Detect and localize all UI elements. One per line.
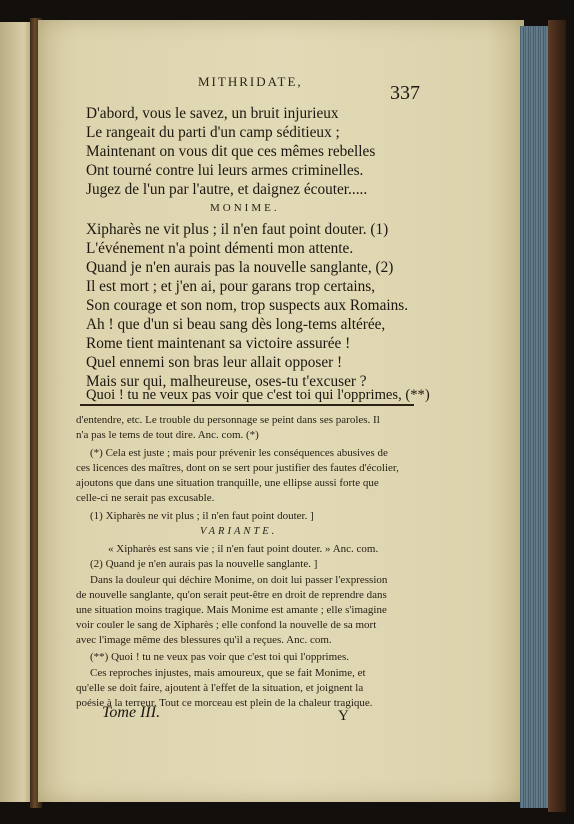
- footnote-line: (1) Xipharès ne vit plus ; il n'en faut point douter. ]: [90, 510, 314, 522]
- footnote-line: (*) Cela est juste ; mais pour prévenir les conséquences abusives de: [90, 447, 388, 459]
- running-head: MITHRIDATE,: [198, 74, 303, 89]
- footnote-line: avec l'image même des blessures qu'il a reçues. Anc. com.: [76, 634, 332, 646]
- verse-line: Mais sur qui, malheureuse, oses-tu t'excuser ?: [86, 373, 367, 390]
- facing-page-edge: [0, 22, 34, 802]
- footnote-line: « Xipharès est sans vie ; il n'en faut point douter. » Anc. com.: [108, 543, 379, 555]
- signature-mark: Y: [338, 708, 349, 724]
- verse-line: Son courage et son nom, trop suspects aux Romains.: [86, 297, 409, 314]
- verse-line: Xipharès ne vit plus ; il n'en faut point douter. (1): [86, 221, 389, 238]
- footnote-line: ajoutons que dans une situation tranquille, une ellipse aussi forte que: [76, 477, 379, 489]
- verse-line: Le rangeait du parti d'un camp séditieux ;: [86, 124, 340, 141]
- verse-line: Quel ennemi son bras leur allait opposer !: [86, 354, 343, 371]
- footnote-line: celle-ci ne serait pas excusable.: [76, 492, 215, 504]
- footnote-line: Dans la douleur qui déchire Monime, on doit lui passer l'expression: [90, 574, 388, 586]
- footnote-line: Ces reproches injustes, mais amoureux, que se fait Monime, et: [90, 667, 366, 679]
- verse-line: Quand je n'en aurais pas la nouvelle sanglante, (2): [86, 259, 394, 276]
- volume-label: Tome III.: [102, 704, 161, 721]
- footnote-line: n'a pas le tems de tout dire. Anc. com. (*): [76, 429, 259, 441]
- verse-line: Maintenant on vous dit que ces mêmes rebelles: [86, 143, 376, 160]
- verse-line: D'abord, vous le savez, un bruit injurieux: [86, 105, 339, 122]
- verse-line: Rome tient maintenant sa victoire assurée !: [86, 335, 351, 352]
- footnote-line: voir couler le sang de Xipharès ; elle confond la nouvelle de sa mort: [76, 619, 377, 631]
- footnote-rule: [80, 404, 414, 406]
- book-cover-edge: [548, 20, 566, 812]
- variant-heading: VARIANTE.: [200, 526, 278, 537]
- verse-line: L'événement n'a point démenti mon attente.: [86, 240, 354, 257]
- footnote-line: une situation moins tragique. Mais Monime est amante ; elle s'imagine: [76, 604, 387, 616]
- verse-line: Jugez de l'un par l'autre, et daignez écouter.....: [86, 181, 368, 198]
- footnote-line: ces licences des maîtres, dont on se sert pour justifier des fautes d'écolier,: [76, 462, 399, 474]
- verse-line: Quoi ! tu ne veux pas voir que c'est toi qui l'opprimes, (**): [86, 387, 430, 403]
- footnote-line: de nouvelle sanglante, qu'on serait peut-être en droit de reprendre dans: [76, 589, 387, 601]
- footnote-line: d'entendre, etc. Le trouble du personnage se peint dans ses paroles. Il: [76, 414, 380, 426]
- footnote-line: (2) Quand je n'en aurais pas la nouvelle sanglante. ]: [90, 558, 318, 570]
- footnote-line: qu'elle se doit faire, ajoutent à l'effet de la situation, et joignent la: [76, 682, 364, 694]
- verse-line: Il est mort ; et j'en ai, pour garans trop certains,: [86, 278, 376, 295]
- verse-line: Ah ! que d'un si beau sang dès long-tems altérée,: [86, 316, 386, 333]
- footnote-line: (**) Quoi ! tu ne veux pas voir que c'est toi qui l'opprimes.: [90, 651, 350, 663]
- page-number: 337: [390, 82, 420, 104]
- verse-line: Ont tourné contre lui leurs armes criminelles.: [86, 162, 364, 179]
- speaker-name: MONIME.: [210, 202, 280, 214]
- footnote-line: poésie à la terreur. Tout ce morceau est plein de la chaleur tragique.: [76, 697, 373, 709]
